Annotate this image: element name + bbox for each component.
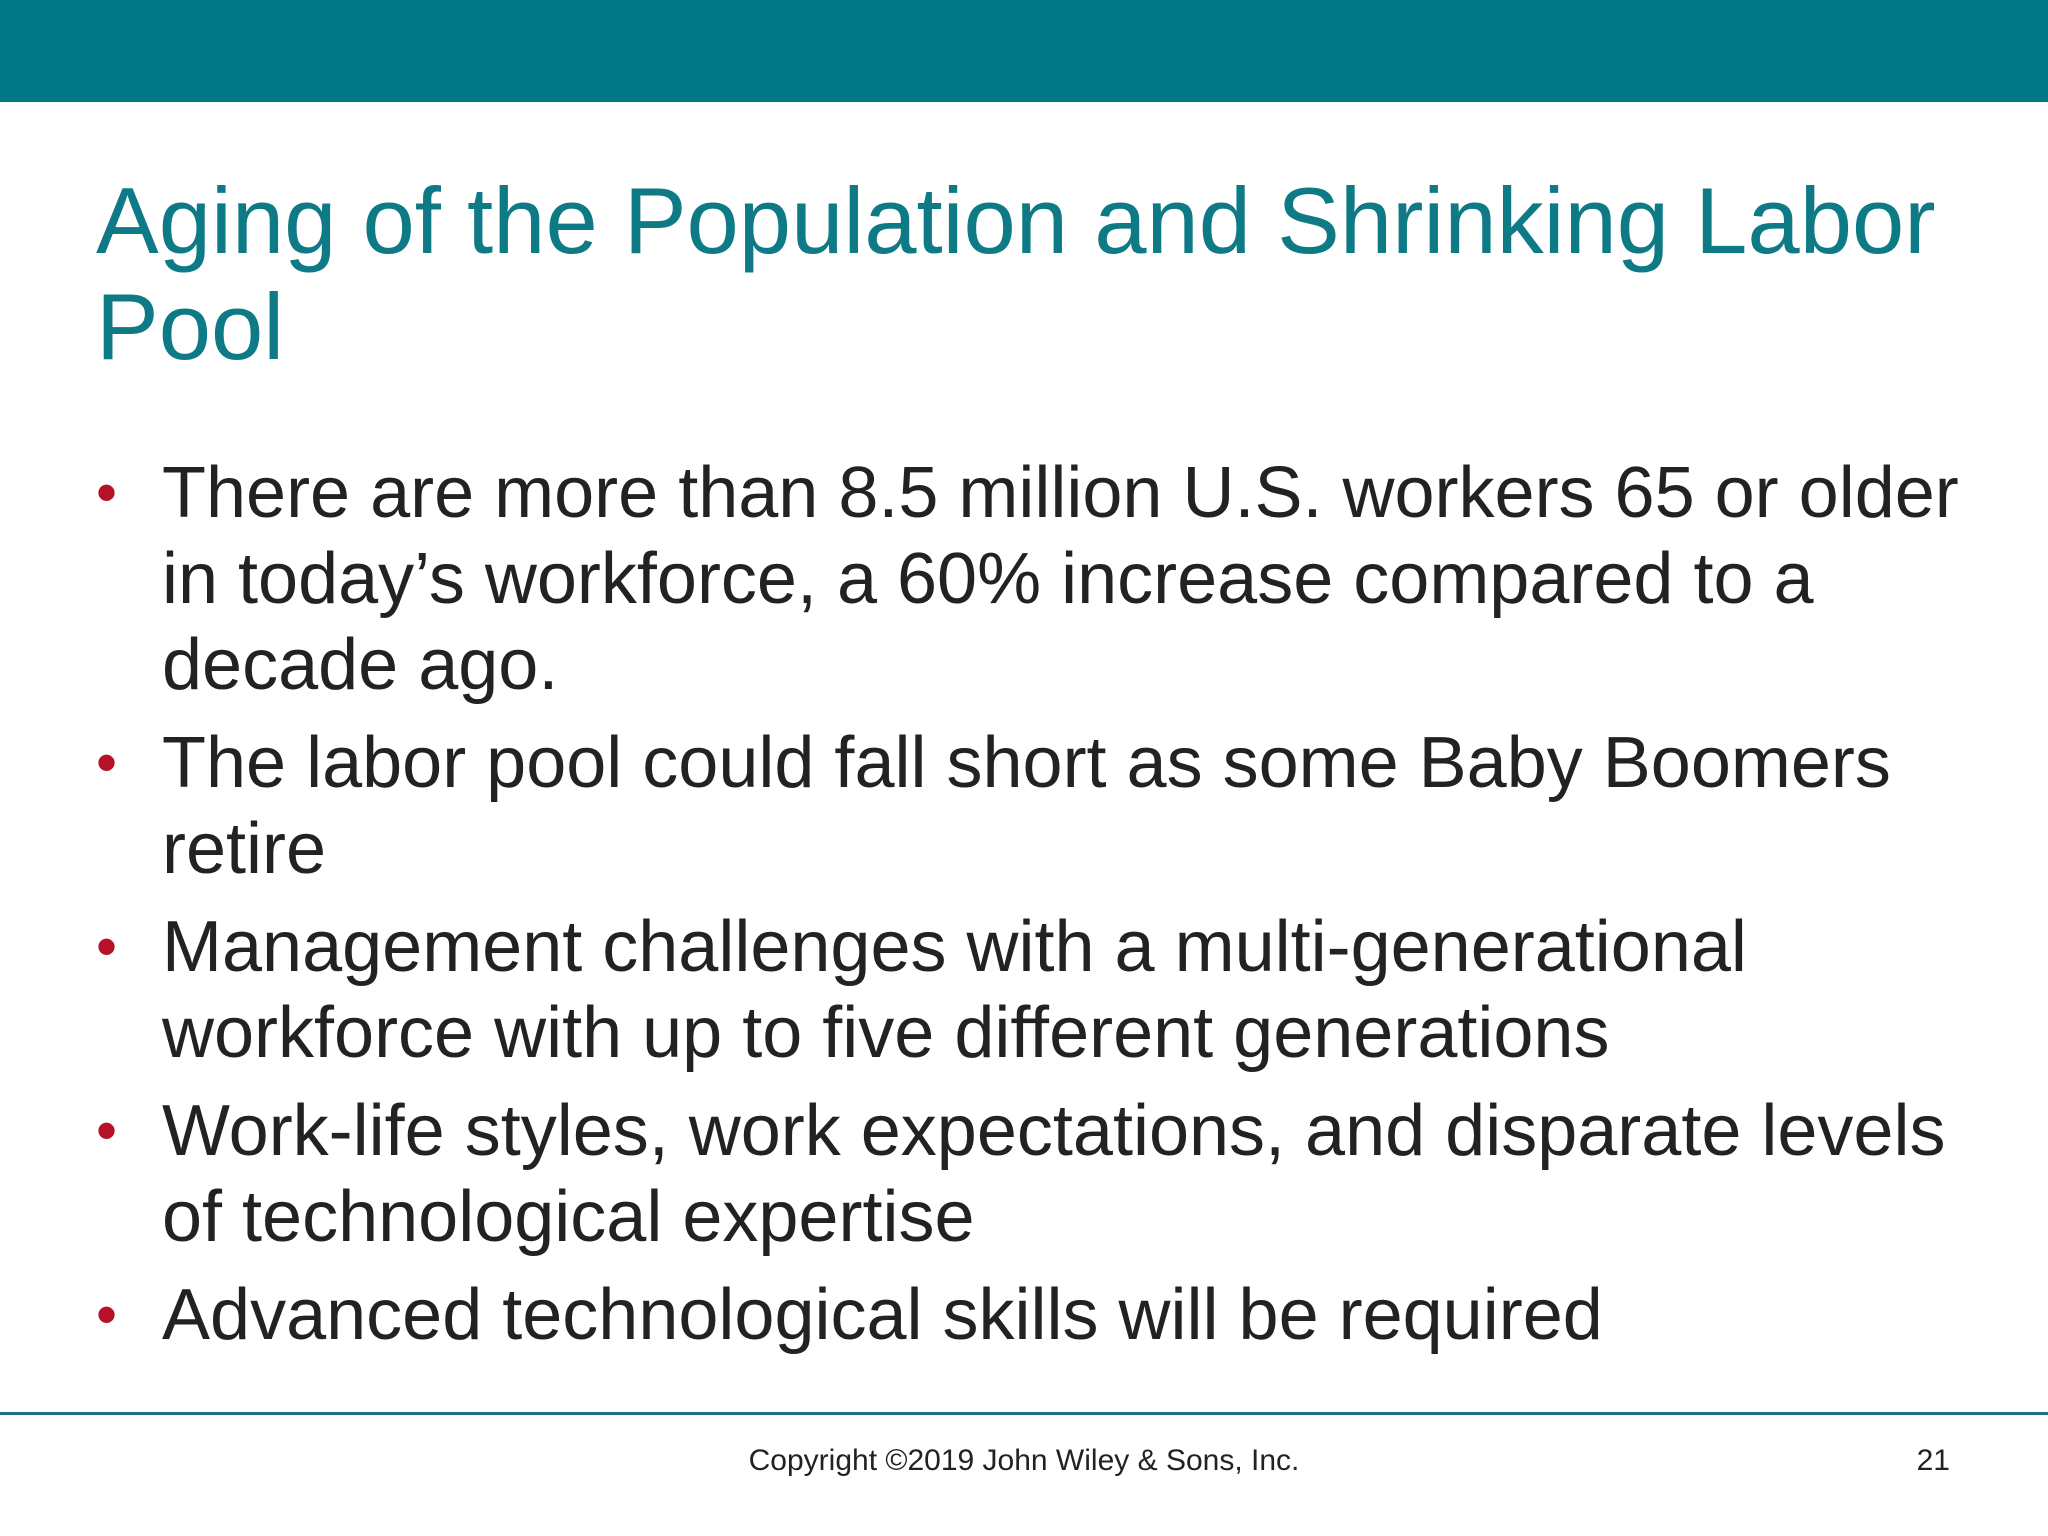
bullet-item [96, 1088, 1976, 1260]
bullet-dot-icon: • [96, 459, 118, 526]
bullet-item [96, 904, 1976, 1076]
bullet-list [96, 450, 1976, 1370]
copyright-text: Copyright ©2019 John Wiley & Sons, Inc. [748, 1444, 1300, 1477]
bullet-item [96, 720, 1976, 892]
bullet-text: The labor pool could fall short as some Baby Boomers retire [162, 723, 1891, 889]
bullet-text: Management challenges with a multi-generational workforce with up to five different generations [162, 907, 1747, 1073]
bullet-dot-icon: • [96, 1097, 118, 1164]
bullet-item [96, 450, 1976, 708]
bullet-dot-icon: • [96, 1281, 118, 1348]
bullet-text: Advanced technological skills will be required [162, 1275, 1603, 1355]
slide-title: Aging of the Population and Shrinking Labor Pool [96, 168, 1936, 379]
page-number: 21 [1916, 1444, 1950, 1477]
bullet-dot-icon: • [96, 913, 118, 980]
footer-divider [0, 1412, 2048, 1415]
bullet-dot-icon: • [96, 729, 118, 796]
bullet-item [96, 1272, 1976, 1358]
bullet-text: There are more than 8.5 million U.S. workers 65 or older in today’s workforce, a 60% increase compared to a decade ago. [162, 453, 1959, 705]
header-band [0, 0, 2048, 102]
bullet-text: Work-life styles, work expectations, and disparate levels of technological expertise [162, 1091, 1946, 1257]
